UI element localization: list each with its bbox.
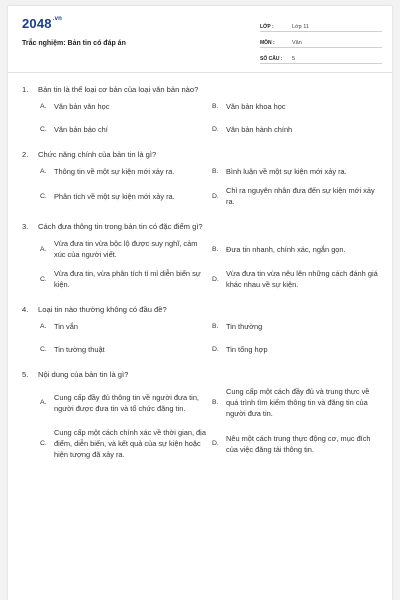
question-1 <box>8 84 392 143</box>
options <box>8 166 392 215</box>
option-text: Văn bản khoa học <box>226 102 286 111</box>
option-text: Cung cấp đầy đủ thông tin về người đưa tin, người được đưa tin và tổ chức đăng tin. <box>54 392 199 413</box>
question-text <box>8 149 392 160</box>
question-3 <box>8 221 392 298</box>
option-letter: C. <box>40 275 47 283</box>
meta-row-subject <box>260 35 382 48</box>
question-4 <box>8 304 392 363</box>
option-a[interactable] <box>40 101 212 112</box>
option-letter: C. <box>40 192 47 200</box>
question-2 <box>8 149 392 215</box>
option-b[interactable] <box>212 321 384 332</box>
meta-label: LỚP : <box>260 24 274 30</box>
option-letter: C. <box>40 346 47 353</box>
option-text: Tin thường <box>226 322 263 331</box>
options <box>8 321 392 363</box>
option-letter: A. <box>40 245 47 253</box>
option-d[interactable] <box>212 124 384 135</box>
meta-row-class <box>260 19 382 32</box>
logo-suffix: .vn <box>52 16 63 22</box>
option-b[interactable] <box>212 166 384 177</box>
option-a[interactable] <box>40 166 212 177</box>
question-body: Nội dung của bản tin là gì? <box>38 370 129 379</box>
option-letter: D. <box>212 440 219 447</box>
option-text: Phân tích về một sự kiện mới xảy ra. <box>54 191 175 201</box>
option-c[interactable] <box>40 344 212 355</box>
option-letter: B. <box>212 399 219 406</box>
meta-row-count <box>260 51 382 64</box>
option-c[interactable] <box>40 427 212 460</box>
option-text: Vừa đưa tin, vừa phân tích tỉ mỉ diễn biến sự kiện. <box>54 269 201 289</box>
option-a[interactable] <box>40 238 212 260</box>
question-5 <box>8 369 392 468</box>
option-text: Đưa tin nhanh, chính xác, ngắn gọn. <box>226 244 346 254</box>
question-list <box>8 84 392 468</box>
header <box>8 6 392 68</box>
options <box>8 101 392 143</box>
question-body: Loại tin nào thường không có đầu đề? <box>38 305 167 314</box>
question-text <box>8 369 392 380</box>
page-title: Trắc nghiệm: Bản tin có đáp án <box>22 40 126 47</box>
option-text: Tin tổng hợp <box>226 345 268 354</box>
option-letter: D. <box>212 346 219 353</box>
question-body: Chức năng chính của bản tin là gì? <box>38 150 157 159</box>
question-text <box>8 84 392 95</box>
option-text: Thông tin về một sự kiện mới xảy ra. <box>54 167 175 176</box>
option-b[interactable] <box>212 386 384 419</box>
meta-value: 5 <box>292 56 296 62</box>
option-d[interactable] <box>212 268 384 290</box>
question-number: 3. <box>22 222 29 231</box>
option-a[interactable] <box>40 321 212 332</box>
question-text <box>8 304 392 315</box>
question-number: 2. <box>22 150 29 159</box>
option-c[interactable] <box>40 268 212 290</box>
option-letter: D. <box>212 192 219 200</box>
option-letter: C. <box>40 126 47 133</box>
option-text: Nêu một cách trung thực động cơ, mục đích của việc đăng tải thông tin. <box>226 433 371 454</box>
question-number: 4. <box>22 305 29 314</box>
option-c[interactable] <box>40 124 212 135</box>
option-letter: A. <box>40 323 47 330</box>
options <box>8 238 392 298</box>
option-letter: B. <box>212 168 219 175</box>
option-letter: A. <box>40 168 47 175</box>
option-text: Văn bản báo chí <box>54 125 108 134</box>
meta-info <box>260 19 382 67</box>
question-text <box>8 221 392 232</box>
meta-label: MÔN : <box>260 40 275 46</box>
option-b[interactable] <box>212 238 384 260</box>
option-text: Tin tường thuật <box>54 345 105 354</box>
option-text: Văn bản hành chính <box>226 125 293 134</box>
option-c[interactable] <box>40 185 212 207</box>
option-text: Vừa đưa tin vừa nêu lên những cách đánh giá khác nhau về sự kiện. <box>226 269 378 289</box>
question-number: 1. <box>22 85 29 94</box>
option-d[interactable] <box>212 427 384 460</box>
option-text: Chỉ ra nguyên nhân đưa đến sự kiện mới xảy ra. <box>226 186 375 206</box>
header-divider <box>8 72 392 73</box>
option-letter: A. <box>40 103 47 110</box>
option-text: Tin vắn <box>54 322 78 331</box>
meta-value: Văn <box>292 40 302 46</box>
worksheet-page <box>8 6 392 600</box>
option-b[interactable] <box>212 101 384 112</box>
question-body: Bản tin là thể loại cơ bản của loại văn bản nào? <box>38 85 199 94</box>
option-letter: B. <box>212 245 219 253</box>
question-number: 5. <box>22 370 29 379</box>
option-letter: D. <box>212 275 219 283</box>
option-a[interactable] <box>40 386 212 419</box>
option-letter: A. <box>40 399 47 406</box>
option-text: Cung cấp một cách chính xác về thời gian, địa điểm, diễn biến, và kết quả của sự kiện hoặc hiện tượng đã xảy ra. <box>54 428 206 459</box>
options <box>8 386 392 468</box>
logo-text: 2048 <box>22 16 52 31</box>
option-d[interactable] <box>212 185 384 207</box>
option-letter: B. <box>212 323 219 330</box>
option-d[interactable] <box>212 344 384 355</box>
option-text: Cung cấp một cách đầy đủ và trung thực về quá trình tìm kiếm thông tin và đăng tin của người đưa tin. <box>226 387 370 418</box>
meta-label: SỐ CÂU : <box>260 56 283 62</box>
option-text: Bình luận về một sự kiện mới xảy ra. <box>226 167 347 176</box>
option-text: Vừa đưa tin vừa bộc lộ được suy nghĩ, cảm xúc của người viết. <box>54 239 198 259</box>
site-logo[interactable] <box>22 16 62 31</box>
option-text: Văn bản văn học <box>54 102 110 111</box>
option-letter: D. <box>212 126 219 133</box>
option-letter: C. <box>40 440 47 447</box>
meta-value: Lớp 11 <box>292 24 309 30</box>
question-body: Cách đưa thông tin trong bản tin có đặc điểm gì? <box>38 222 203 231</box>
option-letter: B. <box>212 103 219 110</box>
